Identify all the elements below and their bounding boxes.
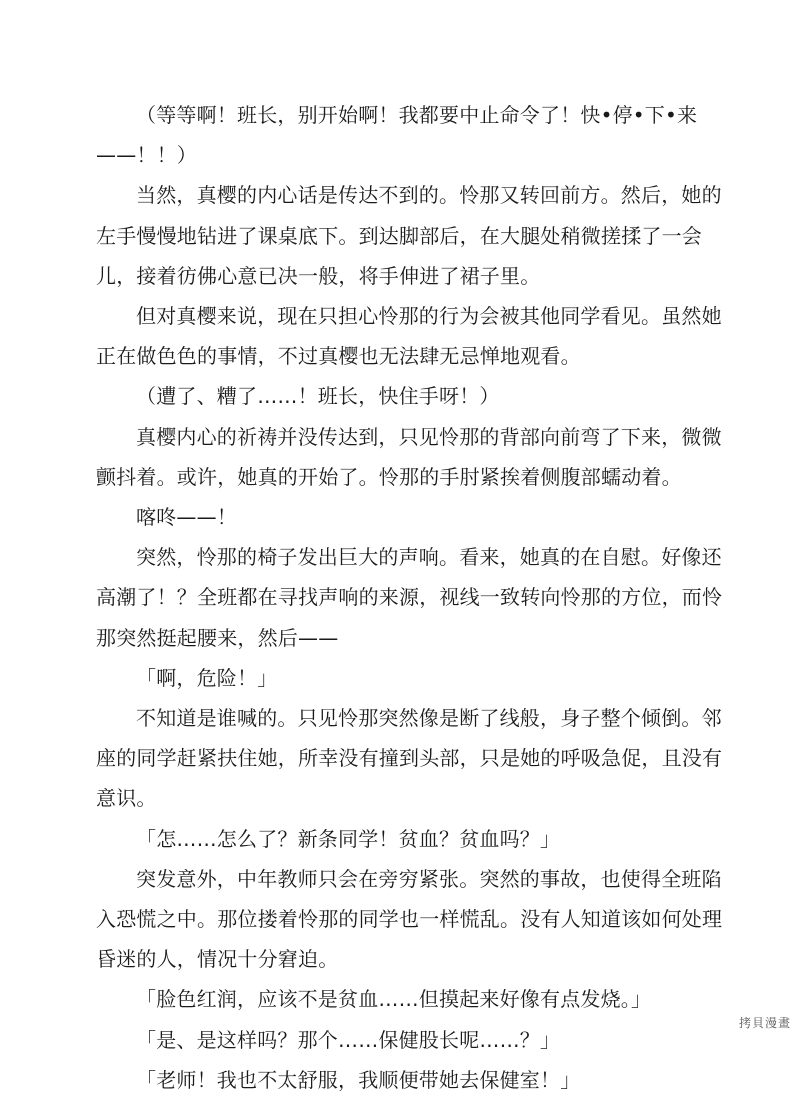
dialogue-line: 「啊，危险！」 — [136, 665, 278, 690]
paragraph: 但对真樱来说，现在只担心怜那的行为会被其他同学看见。虽然她正在做色色的事情，不过真樱也无法肆无忌惮地观看。 — [96, 304, 722, 369]
paragraph: 突发意外，中年教师只会在旁穷紧张。突然的事故，也使得全班陷入恐慌之中。那位搂着怜那的同学也一样慌乱。没有人知道该如何处理昏迷的人，情况十分窘迫。 — [96, 866, 723, 972]
paragraph: （遭了、糟了……！班长，快住手呀！） — [136, 384, 500, 409]
paragraph: 突然，怜那的椅子发出巨大的声响。看来，她真的在自慰。好像还高潮了！？全班都在寻找声响的来源，视线一致转向怜那的方位，而怜那突然挺起腰来，然后—— — [96, 545, 723, 650]
paragraph: 喀咚——！ — [136, 505, 237, 530]
dialogue-line: 「脸色红润，应该不是贫血……但摸起来好像有点发烧。」 — [136, 987, 652, 1012]
dialogue-line: 「怎……怎么了？新条同学！贫血？贫血吗？」 — [136, 826, 561, 851]
novel-text-body — [96, 95, 736, 1100]
paragraph: 当然，真樱的内心话是传达不到的。怜那又转回前方。然后，她的左手慢慢地钻进了课桌底下。到达脚部后，在大腿处稍微搓揉了一会儿，接着彷佛心意已决一般，将手伸进了裙子里。 — [96, 183, 722, 288]
watermark-label: 拷貝漫畫 — [736, 1013, 794, 1032]
paragraph: 不知道是谁喊的。只见怜那突然像是断了线般，身子整个倾倒。邻座的同学赶紧扶住她，所幸没有撞到头部，只是她的呼吸急促，且没有意识。 — [96, 706, 723, 811]
paragraph: 真樱内心的祈祷并没传达到，只见怜那的背部向前弯了下来，微微颤抖着。或许，她真的开始了。怜那的手肘紧挨着侧腹部蠕动着。 — [96, 424, 722, 489]
paragraph: （等等啊！班长，别开始啊！我都要中止命令了！快•停•下•来——！！） — [96, 103, 698, 168]
dialogue-line: 「老师！我也不太舒服，我顺便带她去保健室！」 — [136, 1067, 581, 1092]
dialogue-line: 「是、是这样吗？那个……保健股长呢……？」 — [136, 1027, 561, 1052]
